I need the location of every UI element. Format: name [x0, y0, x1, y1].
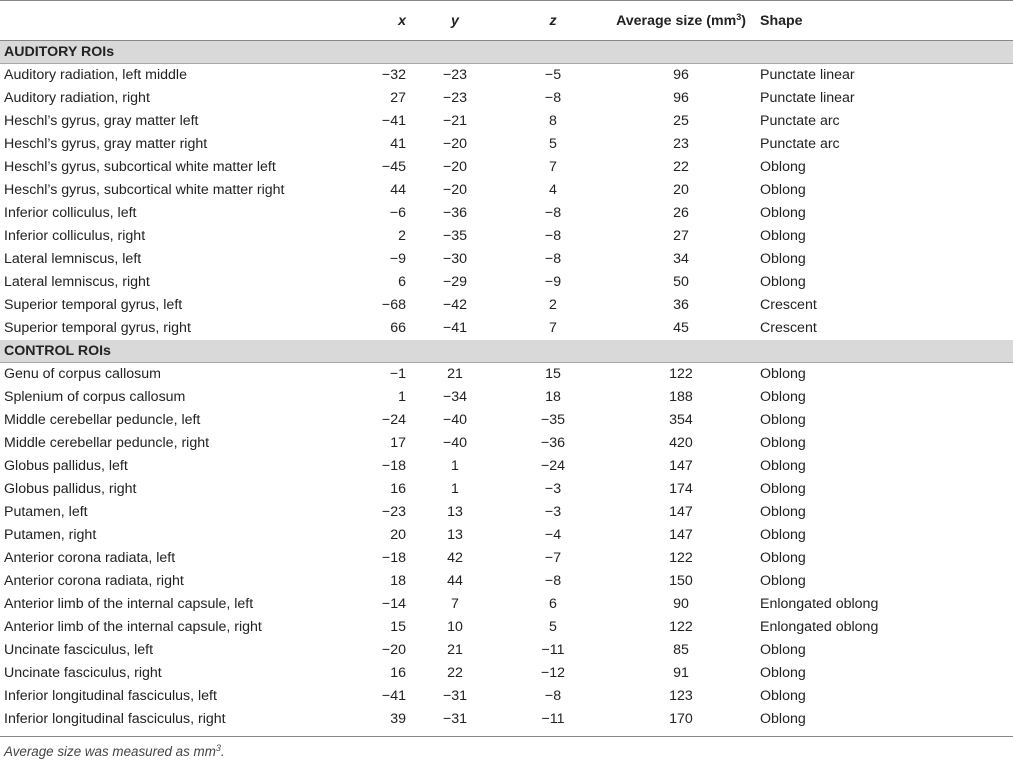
cell-x: 16: [390, 481, 406, 497]
cell-average-size: 50: [673, 274, 689, 290]
cell-x: −45: [381, 159, 406, 175]
cell-shape: Punctate linear: [760, 67, 855, 84]
cell-y: 44: [447, 573, 463, 589]
section-title: AUDITORY ROIs: [0, 41, 1013, 64]
cell-y: 1: [451, 481, 459, 497]
cell-average-size: 170: [669, 711, 693, 727]
cell-shape: Oblong: [760, 642, 806, 658]
table-row: [0, 271, 1013, 294]
cell-average-size: 85: [673, 642, 689, 658]
cell-z: 5: [549, 136, 557, 152]
cell-shape: Oblong: [760, 504, 806, 520]
cell-roi-name: Genu of corpus callosum: [4, 366, 161, 383]
cell-average-size: 26: [673, 205, 689, 221]
cell-y: 22: [447, 665, 463, 681]
cell-x: 39: [390, 711, 406, 727]
section-title: CONTROL ROIs: [0, 340, 1013, 363]
cell-x: 17: [390, 435, 406, 451]
cell-x: −14: [381, 596, 406, 612]
cell-roi-name: Inferior colliculus, left: [4, 205, 137, 221]
cell-z: 18: [545, 389, 561, 405]
cell-average-size: 23: [673, 136, 689, 152]
table-row: [0, 363, 1013, 386]
cell-x: 1: [398, 389, 406, 405]
table-header: [0, 1, 1013, 41]
cell-shape: Oblong: [760, 573, 806, 589]
cell-average-size: 96: [673, 90, 689, 106]
cell-y: 13: [447, 504, 463, 520]
cell-average-size: 150: [669, 573, 693, 589]
cell-average-size: 420: [669, 435, 693, 451]
cell-x: 2: [398, 228, 406, 244]
table-row: [0, 593, 1013, 616]
section-header-row: [0, 340, 1013, 363]
cell-average-size: 25: [673, 113, 689, 129]
header-x: x: [342, 1, 406, 41]
cell-average-size: 36: [673, 297, 689, 313]
footnote-sup: 3: [215, 742, 221, 753]
cell-roi-name: Inferior longitudinal fasciculus, right: [4, 711, 226, 727]
cell-shape: Crescent: [760, 297, 817, 313]
cell-z: −8: [544, 251, 562, 267]
table-row: [0, 386, 1013, 409]
cell-y: −31: [442, 711, 468, 727]
table-row: [0, 133, 1013, 156]
table-row: [0, 616, 1013, 639]
cell-z: −24: [540, 458, 566, 474]
table-row: [0, 317, 1013, 340]
table-row: [0, 156, 1013, 179]
cell-y: −23: [442, 90, 468, 106]
cell-z: 4: [549, 182, 557, 198]
cell-shape: Oblong: [760, 412, 806, 428]
table-row: [0, 87, 1013, 110]
table-row: [0, 639, 1013, 662]
footnote-text: Average size was measured as mm: [4, 743, 216, 759]
cell-x: −9: [389, 251, 406, 267]
header-z: z: [504, 1, 602, 41]
table-row: [0, 64, 1013, 87]
cell-z: 2: [549, 297, 557, 313]
cell-shape: Punctate linear: [760, 90, 855, 106]
cell-x: −41: [381, 113, 406, 129]
table-row: [0, 685, 1013, 708]
table-row: [0, 570, 1013, 593]
table-row: [0, 501, 1013, 524]
cell-shape: Punctate arc: [760, 136, 840, 152]
cell-average-size: 96: [673, 67, 689, 84]
cell-shape: Oblong: [760, 665, 806, 681]
cell-shape: Oblong: [760, 182, 806, 198]
cell-y: −41: [442, 320, 468, 336]
cell-shape: Crescent: [760, 320, 817, 336]
cell-y: −40: [442, 412, 468, 428]
cell-z: −12: [540, 665, 566, 681]
cell-x: −18: [381, 458, 406, 474]
cell-y: 1: [451, 458, 459, 474]
cell-x: −6: [389, 205, 406, 221]
cell-roi-name: Auditory radiation, right: [4, 90, 150, 106]
table-row: [0, 478, 1013, 501]
cell-average-size: 188: [669, 389, 693, 405]
table-row: [0, 225, 1013, 248]
cell-roi-name: Anterior corona radiata, right: [4, 573, 184, 589]
cell-z: −8: [544, 573, 562, 589]
cell-shape: Oblong: [760, 711, 806, 727]
cell-shape: Oblong: [760, 366, 806, 383]
cell-y: −42: [442, 297, 468, 313]
header-y: y: [406, 1, 504, 41]
cell-z: −11: [541, 711, 565, 727]
cell-x: −32: [381, 67, 406, 84]
section-header-row: [0, 41, 1013, 64]
cell-roi-name: Inferior colliculus, right: [4, 228, 146, 244]
cell-z: −3: [544, 504, 562, 520]
cell-z: −36: [540, 435, 566, 451]
cell-y: 7: [451, 596, 459, 612]
cell-average-size: 147: [669, 527, 693, 543]
cell-z: 7: [549, 159, 557, 175]
cell-shape: Oblong: [760, 481, 806, 497]
cell-x: −18: [381, 550, 406, 566]
cell-average-size: 147: [669, 504, 693, 520]
footnote-suffix: .: [220, 743, 225, 759]
cell-shape: Oblong: [760, 550, 806, 566]
cell-y: −35: [442, 228, 468, 244]
cell-roi-name: Lateral lemniscus, right: [4, 274, 150, 290]
cell-shape: Oblong: [760, 228, 806, 244]
cell-shape: Oblong: [760, 389, 806, 405]
cell-z: −8: [544, 688, 562, 704]
cell-roi-name: Inferior longitudinal fasciculus, left: [4, 688, 217, 704]
cell-average-size: 174: [669, 481, 693, 497]
cell-roi-name: Putamen, left: [4, 504, 88, 520]
cell-x: 20: [390, 527, 406, 543]
cell-x: 16: [390, 665, 406, 681]
cell-average-size: 123: [669, 688, 693, 704]
cell-roi-name: Heschl’s gyrus, gray matter right: [4, 136, 208, 152]
cell-y: −40: [442, 435, 468, 451]
cell-shape: Oblong: [760, 159, 806, 175]
cell-roi-name: Middle cerebellar peduncle, left: [4, 412, 201, 428]
table-row: [0, 110, 1013, 133]
cell-shape: Enlongated oblong: [760, 596, 879, 612]
cell-z: −3: [544, 481, 562, 497]
table-body: [0, 41, 1013, 731]
cell-roi-name: Heschl’s gyrus, gray matter left: [4, 113, 199, 129]
cell-shape: Oblong: [760, 205, 806, 221]
header-average-size: [602, 1, 760, 41]
cell-roi-name: Superior temporal gyrus, right: [4, 320, 191, 336]
cell-z: −5: [544, 67, 562, 84]
cell-roi-name: Globus pallidus, right: [4, 481, 137, 497]
cell-shape: Oblong: [760, 435, 806, 451]
header-name-col: [0, 1, 342, 41]
cell-average-size: 27: [673, 228, 689, 244]
cell-average-size: 91: [673, 665, 689, 681]
cell-shape: Oblong: [760, 458, 806, 474]
cell-y: −34: [442, 389, 468, 405]
table-row: [0, 294, 1013, 317]
cell-average-size: 34: [673, 251, 689, 267]
cell-average-size: 147: [669, 458, 693, 474]
cell-y: −31: [442, 688, 468, 704]
cell-roi-name: Heschl’s gyrus, subcortical white matter left: [4, 159, 276, 175]
cell-x: −68: [381, 297, 406, 313]
cell-roi-name: Middle cerebellar peduncle, right: [4, 435, 210, 451]
cell-average-size: 122: [669, 366, 693, 383]
cell-y: 42: [447, 550, 463, 566]
cell-x: 15: [390, 619, 406, 635]
cell-x: 6: [398, 274, 406, 290]
header-size-sup: 3: [736, 11, 742, 22]
cell-x: −41: [381, 688, 406, 704]
cell-average-size: 20: [673, 182, 689, 198]
cell-y: −29: [442, 274, 468, 290]
cell-roi-name: Uncinate fasciculus, left: [4, 642, 154, 658]
cell-shape: Enlongated oblong: [760, 619, 879, 635]
cell-y: 10: [447, 619, 463, 635]
cell-x: −1: [389, 366, 406, 383]
cell-y: −23: [442, 67, 468, 84]
cell-average-size: 122: [669, 550, 693, 566]
cell-average-size: 90: [673, 596, 689, 612]
cell-z: −8: [544, 90, 562, 106]
cell-y: 21: [447, 642, 463, 658]
cell-y: −20: [442, 159, 468, 175]
table-row: [0, 179, 1013, 202]
table-row: [0, 432, 1013, 455]
header-size-suffix: ): [741, 12, 746, 29]
cell-y: 13: [447, 527, 463, 543]
header-shape: Shape: [760, 1, 1013, 41]
table-row: [0, 248, 1013, 271]
header-size-text: Average size (mm: [616, 12, 737, 29]
cell-roi-name: Anterior corona radiata, left: [4, 550, 176, 566]
cell-z: 8: [549, 113, 557, 129]
table-footnote: [0, 737, 1013, 759]
cell-x: 18: [390, 573, 406, 589]
cell-y: −21: [442, 113, 468, 129]
table-row: [0, 455, 1013, 478]
cell-average-size: 122: [669, 619, 693, 635]
cell-y: −20: [442, 136, 468, 152]
table-row: [0, 662, 1013, 685]
cell-shape: Oblong: [760, 251, 806, 267]
table-row: [0, 708, 1013, 731]
cell-roi-name: Putamen, right: [4, 527, 97, 543]
cell-roi-name: Splenium of corpus callosum: [4, 389, 186, 405]
table-row: [0, 547, 1013, 570]
cell-shape: Oblong: [760, 688, 806, 704]
cell-z: −7: [544, 550, 562, 566]
cell-z: −9: [544, 274, 562, 290]
cell-z: 5: [549, 619, 557, 635]
table-row: [0, 202, 1013, 225]
cell-x: 66: [390, 320, 406, 336]
header-row: [0, 1, 1013, 41]
cell-z: −8: [544, 228, 562, 244]
cell-z: 6: [549, 596, 557, 612]
cell-z: 15: [545, 366, 561, 383]
cell-average-size: 354: [669, 412, 693, 428]
cell-x: 44: [390, 182, 406, 198]
cell-roi-name: Globus pallidus, left: [4, 458, 128, 474]
cell-x: −20: [381, 642, 406, 658]
cell-roi-name: Lateral lemniscus, left: [4, 251, 142, 267]
cell-roi-name: Uncinate fasciculus, right: [4, 665, 162, 681]
cell-z: −4: [544, 527, 562, 543]
cell-roi-name: Anterior limb of the internal capsule, right: [4, 619, 262, 635]
cell-average-size: 22: [673, 159, 689, 175]
cell-y: −20: [442, 182, 468, 198]
cell-z: −35: [540, 412, 566, 428]
cell-y: 21: [447, 366, 463, 383]
cell-x: −24: [381, 412, 406, 428]
cell-roi-name: Heschl’s gyrus, subcortical white matter right: [4, 182, 285, 198]
table-row: [0, 524, 1013, 547]
cell-shape: Oblong: [760, 274, 806, 290]
cell-x: −23: [381, 504, 406, 520]
cell-y: −30: [442, 251, 468, 267]
cell-y: −36: [442, 205, 468, 221]
cell-roi-name: Superior temporal gyrus, left: [4, 297, 183, 313]
table-row: [0, 409, 1013, 432]
cell-x: 41: [390, 136, 406, 152]
cell-shape: Punctate arc: [760, 113, 840, 129]
cell-z: −11: [541, 642, 565, 658]
cell-z: −8: [544, 205, 562, 221]
cell-z: 7: [549, 320, 557, 336]
cell-average-size: 45: [673, 320, 689, 336]
cell-roi-name: Auditory radiation, left middle: [4, 67, 187, 84]
cell-x: 27: [390, 90, 406, 106]
cell-shape: Oblong: [760, 527, 806, 543]
cell-roi-name: Anterior limb of the internal capsule, left: [4, 596, 254, 612]
